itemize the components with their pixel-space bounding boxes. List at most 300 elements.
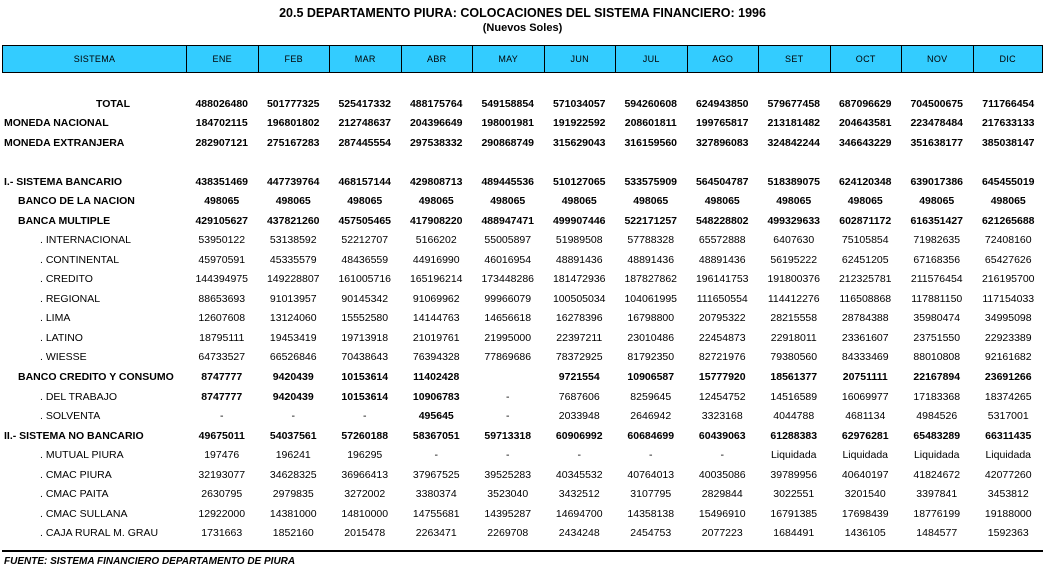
cell-value: 39789956 (770, 468, 818, 481)
row-label: II.- SISTEMA NO BANCARIO (4, 429, 144, 442)
table-row (0, 231, 1045, 251)
cell-value: 111650554 (696, 292, 748, 305)
cell-value: 117881150 (911, 292, 963, 305)
cell-value: 16791385 (770, 507, 818, 520)
cell-value: 15552580 (341, 312, 389, 325)
row-label: . CAJA RURAL M. GRAU (40, 527, 159, 540)
cell-value: - (220, 410, 224, 423)
cell-value: 18374265 (984, 390, 1032, 403)
cell-value: 327896083 (695, 136, 749, 149)
column-header-dic: DIC (973, 46, 1043, 72)
cell-value: 1731663 (201, 527, 243, 540)
table-row (0, 504, 1045, 524)
cell-value: 17183368 (913, 390, 961, 403)
table-row (0, 485, 1045, 505)
cell-value: 149228807 (266, 273, 320, 286)
cell-value: 165196214 (409, 273, 463, 286)
cell-value: 687096629 (838, 97, 892, 110)
table-row (0, 94, 1045, 114)
cell-value: 144394975 (195, 273, 249, 286)
cell-value: 14656618 (484, 312, 532, 325)
source-footnote: FUENTE: SISTEMA FINANCIERO DEPARTAMENTO DE PIURA (4, 556, 296, 567)
cell-value: 21019761 (412, 331, 460, 344)
row-label: . CMAC PAITA (40, 488, 109, 501)
cell-value: 61288383 (770, 429, 818, 442)
cell-value: 624120348 (838, 175, 892, 188)
cell-value: 12922000 (198, 507, 246, 520)
cell-value: 457505465 (338, 214, 392, 227)
cell-value: 196801802 (266, 117, 320, 130)
cell-value: 19188000 (984, 507, 1032, 520)
cell-value: 23010486 (627, 331, 675, 344)
cell-value: 9420439 (272, 371, 314, 384)
cell-value: 438351469 (195, 175, 249, 188)
cell-value: 290868749 (481, 136, 535, 149)
table-row (0, 211, 1045, 231)
cell-value: 37967525 (412, 468, 460, 481)
cell-value: 14358138 (627, 507, 675, 520)
cell-value: 8747777 (201, 390, 243, 403)
cell-value: 3201540 (844, 488, 886, 501)
cell-value: 48891436 (698, 253, 746, 266)
cell-value: 4681134 (845, 410, 886, 423)
column-header-jun: JUN (544, 46, 616, 72)
cell-value: 62976281 (841, 429, 889, 442)
row-label: . CONTINENTAL (40, 253, 120, 266)
cell-value: 14381000 (269, 507, 317, 520)
table-row (0, 270, 1045, 290)
cell-value: 447739764 (266, 175, 320, 188)
cell-value: 51989508 (555, 234, 603, 247)
row-label: BANCO CREDITO Y CONSUMO (18, 371, 174, 384)
cell-value: 2015478 (344, 527, 386, 540)
cell-value: 22454873 (698, 331, 746, 344)
cell-value: 1436105 (844, 527, 886, 540)
cell-value: 571034057 (552, 97, 606, 110)
cell-value: 66311435 (985, 429, 1032, 442)
cell-value: 1852160 (272, 527, 314, 540)
cell-value: 42077260 (984, 468, 1032, 481)
table-row (0, 446, 1045, 466)
cell-value: 52212707 (341, 234, 389, 247)
cell-value: 161005716 (338, 273, 392, 286)
cell-value: 117154033 (982, 292, 1035, 305)
cell-value: 48891436 (555, 253, 603, 266)
row-label: . CMAC SULLANA (40, 507, 128, 520)
cell-value: 77869686 (484, 351, 532, 364)
cell-value: - (291, 410, 295, 423)
cell-value: 78372925 (555, 351, 603, 364)
cell-value: 100505034 (552, 292, 606, 305)
cell-value: 621265688 (981, 214, 1035, 227)
cell-value: 197476 (204, 449, 240, 462)
cell-value: 3323168 (701, 410, 743, 423)
cell-value: 10906783 (412, 390, 460, 403)
cell-value: 602871172 (839, 214, 892, 227)
cell-value: 84333469 (841, 351, 889, 364)
cell-value: 468157144 (338, 175, 392, 188)
cell-value: - (649, 449, 653, 462)
cell-value: 66526846 (269, 351, 317, 364)
cell-value: 10906587 (627, 371, 675, 384)
cell-value: 429105627 (195, 214, 249, 227)
cell-value: 114412276 (767, 292, 820, 305)
cell-value: 22923389 (984, 331, 1032, 344)
cell-value: 57260188 (341, 429, 389, 442)
cell-value: 498065 (919, 195, 955, 208)
cell-value: 32193077 (198, 468, 246, 481)
cell-value: 518389075 (767, 175, 821, 188)
cell-value: 498065 (561, 195, 597, 208)
cell-value: 92161682 (984, 351, 1032, 364)
cell-value: 35980474 (913, 312, 961, 325)
row-label: BANCO DE LA NACION (18, 195, 135, 208)
cell-value: - (363, 410, 367, 423)
cell-value: 315629043 (552, 136, 606, 149)
cell-value: 104061995 (624, 292, 678, 305)
cell-value: 385038147 (981, 136, 1035, 149)
cell-value: 39525283 (484, 468, 532, 481)
table-row (0, 328, 1045, 348)
cell-value: 8747777 (201, 371, 243, 384)
cell-value: 14755681 (412, 507, 460, 520)
column-header-feb: FEB (258, 46, 330, 72)
cell-value: 548228802 (695, 214, 749, 227)
cell-value: 75105854 (841, 234, 889, 247)
cell-value: 49675011 (198, 429, 245, 442)
cell-value: 3397841 (916, 488, 958, 501)
cell-value: - (506, 410, 510, 423)
cell-value: 211576454 (910, 273, 963, 286)
cell-value: 22167894 (913, 371, 961, 384)
cell-value: 48436559 (341, 253, 389, 266)
cell-value: 5317001 (987, 410, 1029, 423)
cell-value: - (434, 449, 438, 462)
cell-value: 67168356 (913, 253, 961, 266)
cell-value: 316159560 (624, 136, 678, 149)
cell-value: 2979835 (272, 488, 314, 501)
cell-value: 501777325 (266, 97, 320, 110)
cell-value: 495645 (418, 410, 454, 423)
cell-value: 45970591 (198, 253, 246, 266)
cell-value: 20751111 (842, 371, 888, 384)
cell-value: 4984526 (916, 410, 958, 423)
row-label: . INTERNACIONAL (40, 234, 132, 247)
cell-value: 594260608 (624, 97, 678, 110)
cell-value: 81792350 (627, 351, 675, 364)
cell-value: 23691266 (984, 371, 1032, 384)
cell-value: 196141753 (695, 273, 749, 286)
table-row (0, 309, 1045, 329)
cell-value: 275167283 (266, 136, 320, 149)
cell-value: 16278396 (555, 312, 603, 325)
cell-value: 21995000 (484, 331, 532, 344)
column-header-nov: NOV (901, 46, 973, 72)
cell-value: - (506, 449, 510, 462)
cell-value: 55005897 (484, 234, 532, 247)
cell-value: 91069962 (412, 292, 460, 305)
cell-value: 14694700 (555, 507, 603, 520)
cell-value: 624943850 (695, 97, 749, 110)
cell-value: 488026480 (195, 97, 249, 110)
cell-value: 213181482 (767, 117, 821, 130)
cell-value: 20795322 (698, 312, 746, 325)
column-header-set: SET (758, 46, 830, 72)
cell-value: 216195700 (981, 273, 1035, 286)
column-header-ene: ENE (186, 46, 258, 72)
cell-value: 18795111 (199, 331, 245, 344)
cell-value: 8259645 (630, 390, 672, 403)
cell-value: 76394328 (412, 351, 460, 364)
table-row (0, 524, 1045, 544)
cell-value: 2033948 (558, 410, 600, 423)
cell-value: 3432512 (558, 488, 600, 501)
cell-value: 12607608 (198, 312, 246, 325)
cell-value: 71982635 (913, 234, 961, 247)
table-header (2, 45, 1043, 73)
column-header-sistema: SISTEMA (73, 54, 116, 64)
cell-value: 40345532 (555, 468, 603, 481)
cell-value: 208601811 (624, 117, 677, 130)
cell-value: 15496910 (698, 507, 746, 520)
cell-value: 204396649 (409, 117, 463, 130)
cell-value: 116508868 (839, 292, 892, 305)
cell-value: 417908220 (409, 214, 463, 227)
row-label: . WIESSE (40, 351, 87, 364)
cell-value: 53950122 (198, 234, 246, 247)
cell-value: 17698439 (841, 507, 889, 520)
cell-value: 204643581 (838, 117, 892, 130)
column-header-mar: MAR (329, 46, 401, 72)
cell-value: 40764013 (627, 468, 675, 481)
cell-value: 45335579 (269, 253, 317, 266)
table-row (0, 426, 1045, 446)
page-subtitle: (Nuevos Soles) (482, 22, 563, 34)
cell-value: 40035086 (698, 468, 746, 481)
cell-value: 14395287 (484, 507, 532, 520)
row-label: . CREDITO (40, 273, 93, 286)
cell-value: 498065 (704, 195, 740, 208)
cell-value: 498065 (633, 195, 669, 208)
cell-value: 44916990 (412, 253, 460, 266)
row-label: BANCA MULTIPLE (18, 214, 111, 227)
cell-value: 616351427 (910, 214, 964, 227)
table-row (0, 465, 1045, 485)
row-label: TOTAL (95, 97, 131, 110)
cell-value: 34995098 (984, 312, 1032, 325)
table-row (0, 348, 1045, 368)
cell-value: 7687606 (558, 390, 600, 403)
cell-value: 18561377 (770, 371, 818, 384)
cell-value: 212325781 (838, 273, 892, 286)
cell-value: 6407630 (773, 234, 815, 247)
cell-value: 533575909 (624, 175, 678, 188)
cell-value: 54037561 (269, 429, 317, 442)
cell-value: 64733527 (198, 351, 246, 364)
cell-value: 41824672 (913, 468, 961, 481)
cell-value: 324842244 (767, 136, 821, 149)
cell-value: 187827862 (624, 273, 678, 286)
table-row (0, 172, 1045, 192)
cell-value: 489445536 (481, 175, 535, 188)
row-label: . LATINO (40, 331, 83, 344)
column-header-jul: JUL (615, 46, 687, 72)
table-row (0, 407, 1045, 427)
cell-value: 3107795 (630, 488, 672, 501)
cell-value: 196295 (347, 449, 383, 462)
cell-value: 639017386 (910, 175, 964, 188)
cell-value: 59713318 (484, 429, 532, 442)
cell-value: 72408160 (984, 234, 1032, 247)
cell-value: 5166202 (415, 234, 457, 247)
cell-value: 56195222 (770, 253, 818, 266)
cell-value: 2269708 (487, 527, 529, 540)
cell-value: 40640197 (841, 468, 889, 481)
cell-value: 3523040 (487, 488, 529, 501)
cell-value: 88010808 (913, 351, 961, 364)
table-row (0, 192, 1045, 212)
bottom-divider (2, 550, 1043, 552)
cell-value: 10153614 (341, 390, 389, 403)
cell-value: 498065 (418, 195, 454, 208)
page-title: 20.5 DEPARTAMENTO PIURA: COLOCACIONES DEL SISTEMA FINANCIERO: 1996 (279, 6, 766, 20)
cell-value: 499907446 (552, 214, 606, 227)
cell-value: Liquidada (842, 449, 889, 462)
cell-value: 60684699 (627, 429, 675, 442)
cell-value: 3022551 (773, 488, 815, 501)
row-label: . REGIONAL (40, 292, 101, 305)
cell-value: 3272002 (344, 488, 386, 501)
row-label: I.- SISTEMA BANCARIO (4, 175, 123, 188)
cell-value: 1592363 (987, 527, 1029, 540)
cell-value: 90145342 (341, 292, 389, 305)
cell-value: 522171257 (624, 214, 678, 227)
cell-value: 173448286 (481, 273, 535, 286)
cell-value: 223478484 (910, 117, 964, 130)
cell-value: 429808713 (409, 175, 463, 188)
cell-value: 2434248 (558, 527, 600, 540)
cell-value: 36966413 (341, 468, 389, 481)
cell-value: 4044788 (773, 410, 815, 423)
cell-value: 196241 (275, 449, 311, 462)
table-row (0, 133, 1045, 153)
cell-value: 351638177 (910, 136, 964, 149)
cell-value: 498065 (204, 195, 240, 208)
row-label: . CMAC PIURA (40, 468, 112, 481)
cell-value: 191922592 (552, 117, 606, 130)
cell-value: 9420439 (272, 390, 314, 403)
cell-value: 498065 (776, 195, 812, 208)
cell-value: 191800376 (767, 273, 821, 286)
table-row (0, 387, 1045, 407)
cell-value: 498065 (847, 195, 883, 208)
cell-value: 525417332 (338, 97, 392, 110)
cell-value: 3380374 (415, 488, 457, 501)
cell-value: 48891436 (627, 253, 675, 266)
cell-value: 217633133 (981, 117, 1035, 130)
cell-value: 181472936 (552, 273, 606, 286)
cell-value: 19453419 (269, 331, 317, 344)
cell-value: 198001981 (481, 117, 535, 130)
cell-value: 184702115 (195, 117, 248, 130)
row-label: MONEDA NACIONAL (4, 117, 109, 130)
table-row (0, 114, 1045, 134)
cell-value: 3453812 (987, 488, 1029, 501)
cell-value: 1484577 (916, 527, 958, 540)
row-label: . DEL TRABAJO (40, 390, 118, 403)
cell-value: 57788328 (627, 234, 675, 247)
column-header-abr: ABR (401, 46, 473, 72)
cell-value: 2829844 (701, 488, 743, 501)
cell-value: 91013957 (269, 292, 317, 305)
row-label: . SOLVENTA (40, 410, 101, 423)
cell-value: 498065 (990, 195, 1026, 208)
row-label: . LIMA (40, 312, 71, 325)
cell-value: 23361607 (841, 331, 889, 344)
cell-value: 498065 (490, 195, 526, 208)
cell-value: 34628325 (269, 468, 317, 481)
cell-value: 297538332 (409, 136, 463, 149)
cell-value: 282907121 (195, 136, 249, 149)
cell-value: 10153614 (341, 371, 389, 384)
column-header-may: MAY (472, 46, 544, 72)
cell-value: 82721976 (698, 351, 746, 364)
column-header-ago: AGO (687, 46, 759, 72)
cell-value: 19713918 (341, 331, 389, 344)
cell-value: 60439063 (698, 429, 746, 442)
cell-value: 60906992 (555, 429, 603, 442)
row-label: MONEDA EXTRANJERA (4, 136, 125, 149)
cell-value: 22397211 (556, 331, 603, 344)
cell-value: Liquidada (770, 449, 817, 462)
cell-value: 437821260 (266, 214, 320, 227)
cell-value: 65483289 (913, 429, 961, 442)
cell-value: 564504787 (695, 175, 749, 188)
cell-value: 14810000 (341, 507, 389, 520)
cell-value: Liquidada (985, 449, 1032, 462)
cell-value: 711766454 (982, 97, 1035, 110)
cell-value: 18776199 (913, 507, 961, 520)
cell-value: 22918011 (770, 331, 817, 344)
cell-value: 510127065 (552, 175, 606, 188)
cell-value: 499329633 (767, 214, 821, 227)
cell-value: 2454753 (630, 527, 672, 540)
cell-value: 2646942 (630, 410, 672, 423)
cell-value: 62451205 (841, 253, 889, 266)
cell-value: 13124060 (269, 312, 317, 325)
cell-value: 11402428 (413, 371, 460, 384)
cell-value: 212748637 (338, 117, 392, 130)
cell-value: 15777920 (698, 371, 746, 384)
cell-value: 16069977 (841, 390, 889, 403)
cell-value: 65427626 (984, 253, 1032, 266)
cell-value: 99966079 (484, 292, 532, 305)
cell-value: 498065 (347, 195, 383, 208)
cell-value: 287445554 (338, 136, 392, 149)
cell-value: 88653693 (198, 292, 246, 305)
cell-value: - (720, 449, 724, 462)
cell-value: 1684491 (773, 527, 815, 540)
cell-value: 23751550 (913, 331, 961, 344)
cell-value: 70438643 (341, 351, 389, 364)
cell-value: Liquidada (913, 449, 960, 462)
cell-value: 14516589 (770, 390, 818, 403)
cell-value: 704500675 (910, 97, 964, 110)
table-row (0, 289, 1045, 309)
cell-value: 346643229 (838, 136, 892, 149)
cell-value: 2630795 (201, 488, 243, 501)
cell-value: 488175764 (409, 97, 463, 110)
